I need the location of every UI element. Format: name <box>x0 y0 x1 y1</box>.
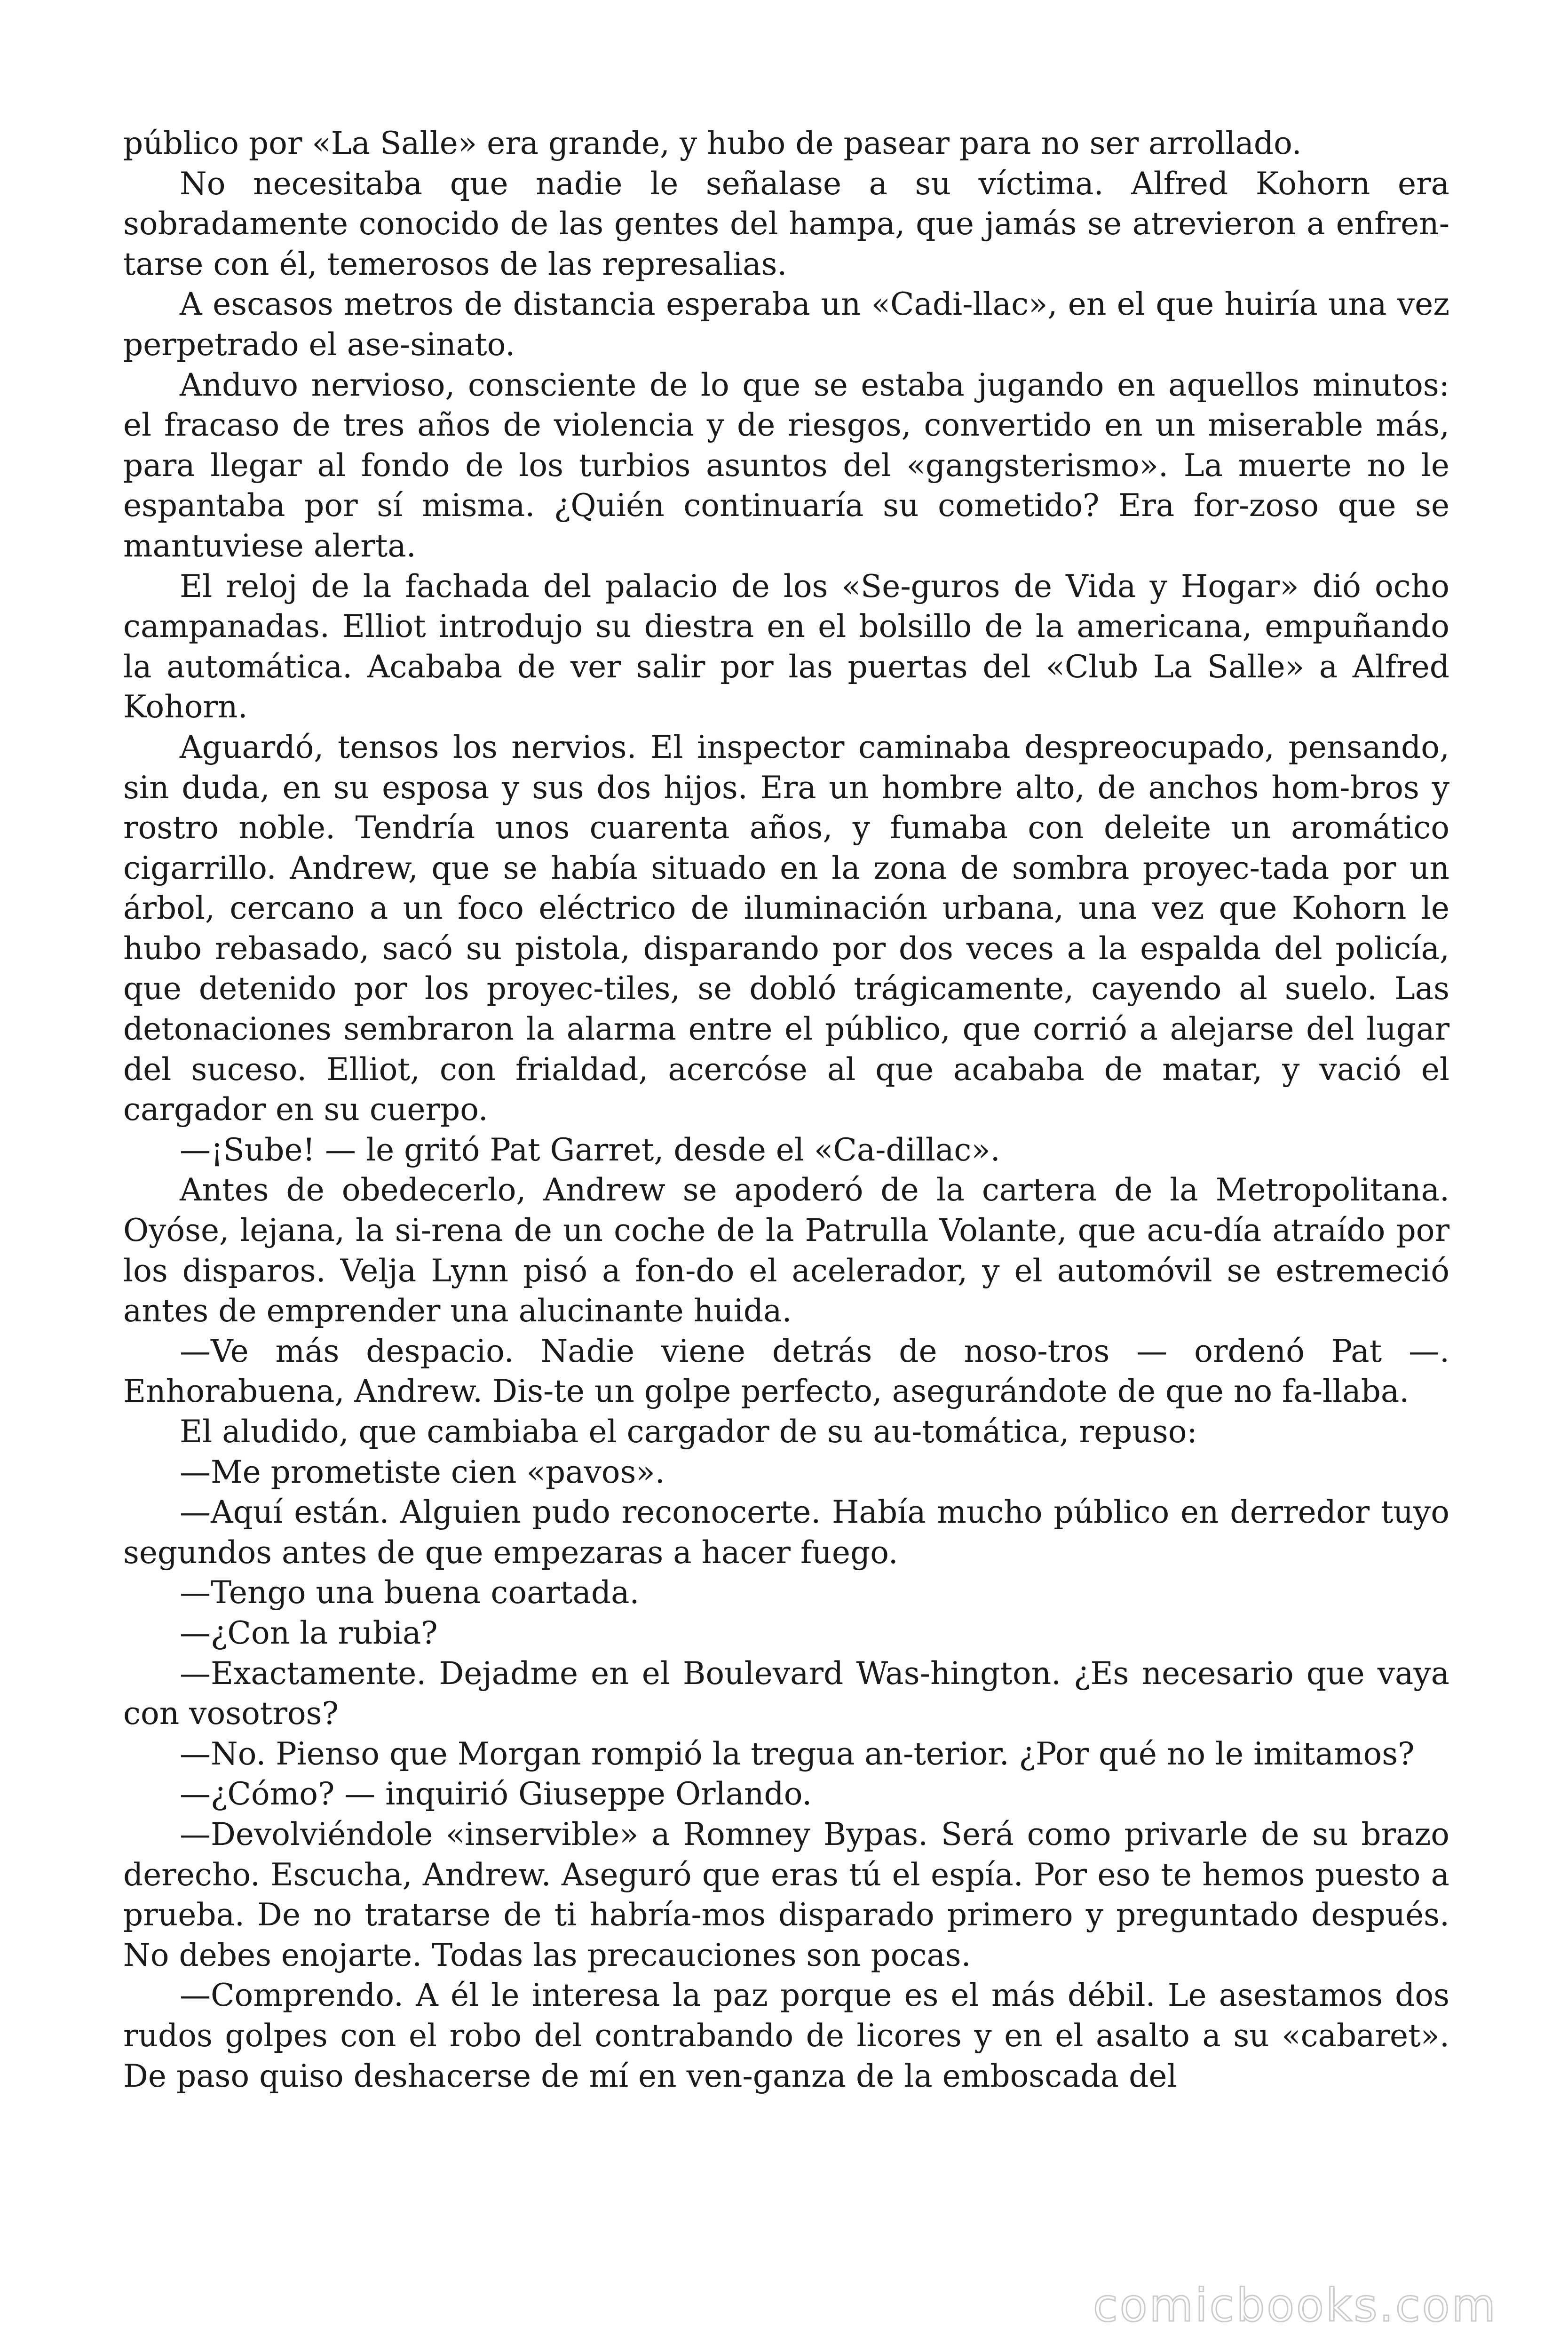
paragraph: El aludido, que cambiaba el cargador de su au-tomática, repuso: <box>180 1414 1197 1450</box>
dialogue-line: —No. Pienso que Morgan rompió la tregua an-terior. ¿Por qué no le imitamos? <box>180 1735 1415 1772</box>
dialogue-line: —¡Sube! — le gritó Pat Garret, desde el «Ca-dillac». <box>180 1131 1000 1168</box>
dialogue-line: —Ve más despacio. Nadie viene detrás de noso-tros — ordenó Pat —. Enhorabuena, Andrew. Dis-te un golpe perfecto, asegurándote de que no fa-llaba. <box>123 1333 1449 1410</box>
paragraph: El reloj de la fachada del palacio de los «Se-guros de Vida y Hogar» dió ocho campanadas. Elliot introdujo su diestra en el bolsillo de la americana, empuñando la automática. Acababa de ver salir por las puertas del «Club La Salle» a Alfred Kohorn. <box>123 568 1449 725</box>
paragraph: público por «La Salle» era grande, y hubo de pasear para no ser arrollado. <box>123 125 1302 161</box>
dialogue-line: —Me prometiste cien «pavos». <box>180 1454 665 1490</box>
dialogue-line: —Exactamente. Dejadme en el Boulevard Was-hington. ¿Es necesario que vaya con vosotros? <box>123 1655 1449 1732</box>
watermark: comicbooks.com <box>1093 2279 1497 2332</box>
dialogue-line: —¿Con la rubia? <box>180 1614 438 1651</box>
dialogue-line: —Aquí están. Alguien pudo reconocerte. Había mucho público en derredor tuyo segundos antes de que empezaras a hacer fuego. <box>123 1494 1449 1571</box>
dialogue-line: —Tengo una buena coartada. <box>180 1574 640 1611</box>
paragraph: Anduvo nervioso, consciente de lo que se estaba jugando en aquellos minutos: el fracaso de tres años de violencia y de riesgos, convertido en un miserable más, para llegar al fondo de los turbios asuntos del «gangsterismo». La muerte no le espantaba por sí misma. ¿Quién continuaría su cometido? Era for-zoso que se mantuviese alerta. <box>123 366 1449 564</box>
paragraph: Antes de obedecerlo, Andrew se apoderó de la cartera de la Metropolitana. Oyóse, lejana, la si-rena de un coche de la Patrulla Volante, que acu-día atraído por los disparos. Velja Lynn pisó a fon-do el acelerador, y el automóvil se estremeció antes de emprender una alucinante huida. <box>123 1172 1449 1329</box>
paragraph: No necesitaba que nadie le señalase a su víctima. Alfred Kohorn era sobradamente conocido de las gentes del hampa, que jamás se atrevieron a enfren-tarse con él, temerosos de las represalias. <box>123 165 1449 282</box>
paragraph: A escasos metros de distancia esperaba un «Cadi-llac», en el que huiría una vez perpetrado el ase-sinato. <box>123 286 1449 363</box>
paragraph: Aguardó, tensos los nervios. El inspector caminaba despreocupado, pensando, sin duda, en su esposa y sus dos hijos. Era un hombre alto, de anchos hom-bros y rostro noble. Tendría unos cuarenta años, y fumaba con deleite un aromático cigarrillo. Andrew, que se había situado en la zona de sombra proyec-tada por un árbol, cercano a un foco eléctrico de iluminación urbana, una vez que Kohorn le hubo rebasado, sacó su pistola, disparando por dos veces a la espalda del policía, que detenido por los proyec-tiles, se dobló trágicamente, cayendo al suelo. Las detonaciones sembraron la alarma entre el público, que corrió a alejarse del lugar del suceso. Elliot, con frialdad, acercóse al que acababa de matar, y vació el cargador en su cuerpo. <box>123 729 1449 1128</box>
dialogue-line: —Comprendo. A él le interesa la paz porque es el más débil. Le asestamos dos rudos golpes con el robo del contrabando de licores y en el asalto a su «cabaret». De paso quiso deshacerse de mí en ven-ganza de la emboscada del <box>123 1977 1449 2094</box>
page-body <box>123 123 1449 2096</box>
dialogue-line: —Devolviéndole «inservible» a Romney Bypas. Será como privarle de su brazo derecho. Escucha, Andrew. Aseguró que eras tú el espía. Por eso te hemos puesto a prueba. De no tratarse de ti habría-mos disparado primero y preguntado después. No debes enojarte. Todas las precauciones son pocas. <box>123 1816 1449 1973</box>
dialogue-line: —¿Cómo? — inquirió Giuseppe Orlando. <box>180 1776 812 1812</box>
